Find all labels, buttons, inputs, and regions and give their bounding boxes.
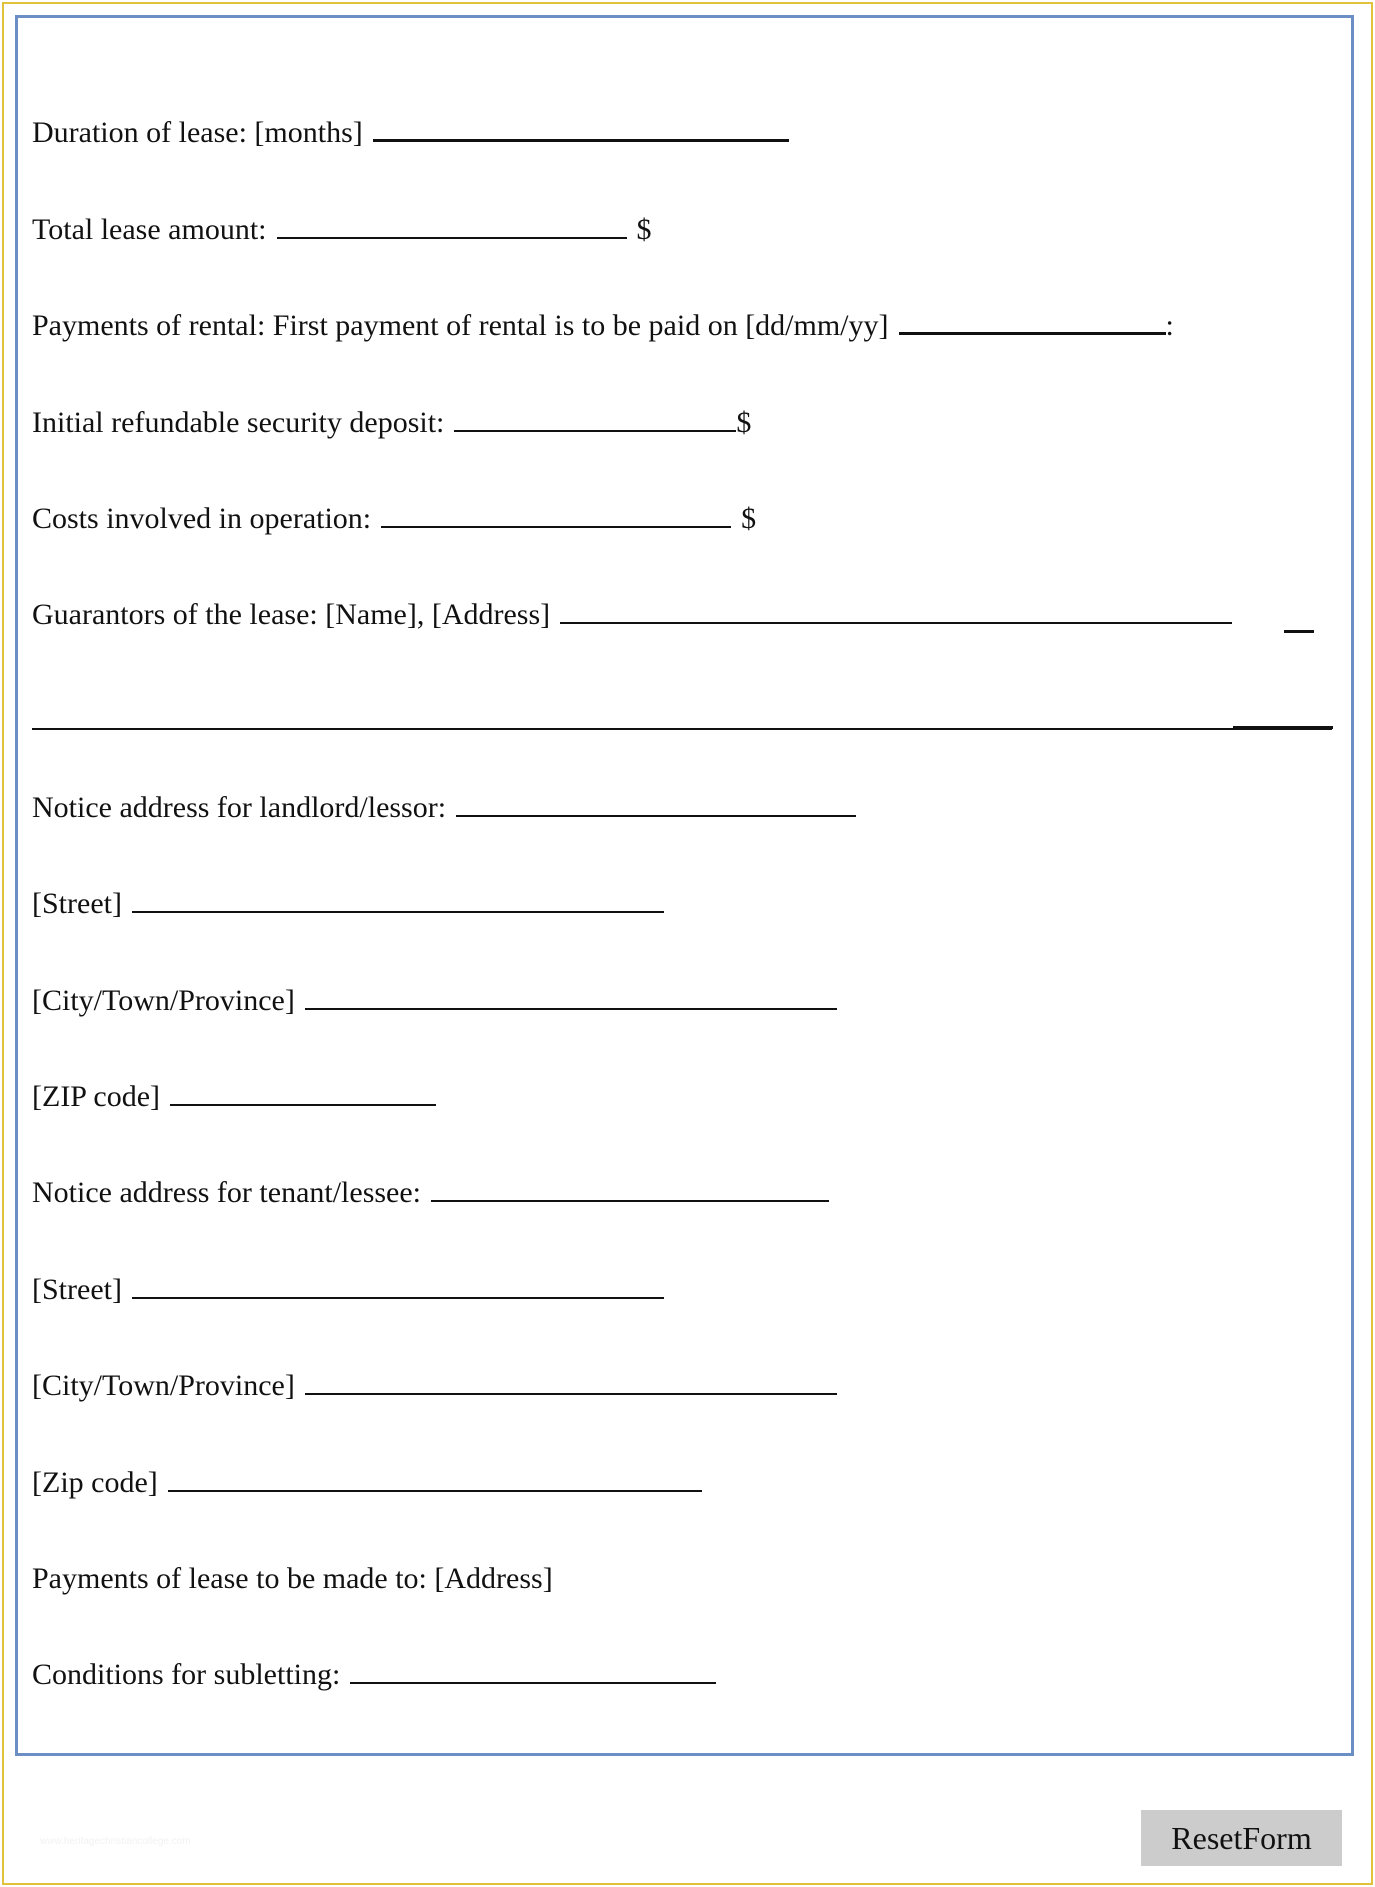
guarantors-line-end bbox=[1284, 630, 1314, 633]
reset-form-button[interactable]: ResetForm bbox=[1141, 1810, 1342, 1866]
duration-row bbox=[32, 113, 789, 153]
duration-label: Duration of lease: [months] bbox=[32, 116, 363, 149]
costs-currency: $ bbox=[741, 502, 757, 535]
costs-row bbox=[32, 499, 756, 539]
tenant-street-label: [Street] bbox=[32, 1273, 122, 1306]
tenant-zip-field[interactable] bbox=[168, 1464, 702, 1492]
guarantors-continuation-field[interactable] bbox=[32, 728, 1332, 730]
total-amount-field[interactable] bbox=[277, 211, 627, 239]
tenant-zip-row bbox=[32, 1463, 702, 1503]
landlord-notice-field[interactable] bbox=[456, 789, 856, 817]
total-amount-currency: $ bbox=[636, 213, 652, 246]
landlord-notice-label: Notice address for landlord/lessor: bbox=[32, 791, 447, 824]
landlord-street-field[interactable] bbox=[132, 885, 664, 913]
watermark: www.heritagechristiancollege.com bbox=[40, 1836, 191, 1847]
subletting-field[interactable] bbox=[350, 1656, 716, 1684]
tenant-street-field[interactable] bbox=[132, 1271, 664, 1299]
guarantors-label: Guarantors of the lease: [Name], [Address] bbox=[32, 598, 551, 631]
payments-to-row bbox=[32, 1559, 553, 1599]
duration-field[interactable] bbox=[373, 113, 789, 142]
continuation-line-end bbox=[1233, 726, 1333, 729]
payments-to-label: Payments of lease to be made to: [Address] bbox=[32, 1562, 553, 1595]
tenant-zip-label: [Zip code] bbox=[32, 1466, 158, 1499]
tenant-city-field[interactable] bbox=[305, 1367, 837, 1395]
total-amount-label: Total lease amount: bbox=[32, 213, 267, 246]
landlord-city-field[interactable] bbox=[305, 982, 837, 1010]
landlord-zip-row bbox=[32, 1077, 436, 1117]
landlord-notice-row bbox=[32, 788, 856, 828]
costs-label: Costs involved in operation: bbox=[32, 502, 372, 535]
payments-label: Payments of rental: First payment of rental is to be paid on [dd/mm/yy] bbox=[32, 309, 889, 342]
subletting-row bbox=[32, 1655, 716, 1695]
tenant-notice-label: Notice address for tenant/lessee: bbox=[32, 1176, 422, 1209]
tenant-city-label: [City/Town/Province] bbox=[32, 1369, 295, 1402]
payments-row bbox=[32, 306, 1174, 346]
guarantors-row bbox=[32, 595, 1232, 635]
tenant-notice-field[interactable] bbox=[431, 1174, 829, 1202]
total-amount-row bbox=[32, 210, 652, 250]
subletting-label: Conditions for subletting: bbox=[32, 1658, 341, 1691]
deposit-label: Initial refundable security deposit: bbox=[32, 406, 445, 439]
landlord-city-row bbox=[32, 981, 837, 1021]
landlord-zip-label: [ZIP code] bbox=[32, 1080, 160, 1113]
landlord-street-row bbox=[32, 884, 664, 924]
payments-date-field[interactable] bbox=[899, 306, 1166, 335]
deposit-field[interactable] bbox=[454, 404, 736, 432]
landlord-zip-field[interactable] bbox=[170, 1078, 436, 1106]
tenant-city-row bbox=[32, 1366, 837, 1406]
landlord-city-label: [City/Town/Province] bbox=[32, 984, 295, 1017]
tenant-street-row bbox=[32, 1270, 664, 1310]
deposit-currency: $ bbox=[736, 406, 752, 439]
costs-field[interactable] bbox=[381, 500, 731, 528]
tenant-notice-row bbox=[32, 1173, 829, 1213]
landlord-street-label: [Street] bbox=[32, 887, 122, 920]
payments-colon: : bbox=[1165, 309, 1174, 342]
guarantors-field[interactable] bbox=[560, 596, 1232, 624]
deposit-row bbox=[32, 403, 751, 443]
